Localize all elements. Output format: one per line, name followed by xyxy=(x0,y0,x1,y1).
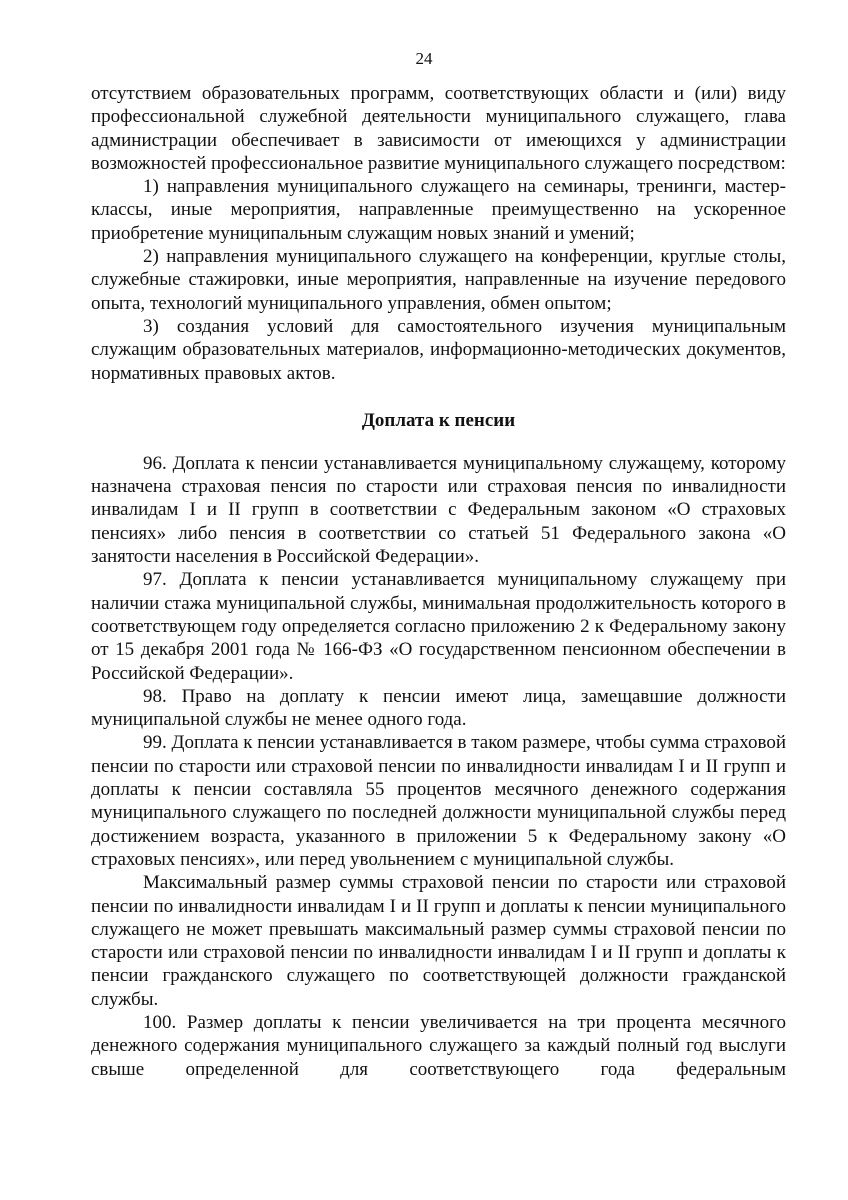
intro-paragraph: отсутствием образовательных программ, соответствующих области и (или) виду профессиональной служебной деятельности муниципального служащего, глава администрации обеспечивает в зависимости от имеющихся у администрации возможностей профессиональное развитие муниципального служащего посредством: xyxy=(91,83,786,174)
list-item-3: 3) создания условий для самостоятельного изучения муниципальным служащим образовательных материалов, информационно-методических документов, нормативных правовых актов. xyxy=(91,315,786,384)
paragraph-97: 97. Доплата к пенсии устанавливается муниципальному служащему при наличии стажа муниципальной службы, минимальная продолжительность которого в соответствующем году определяется согласно приложению 2 к Федеральному закону от 15 декабря 2001 года № 166-ФЗ «О государственном пенсионном обеспечении в Российской Федерации». xyxy=(91,569,786,684)
paragraph-98: 98. Право на доплату к пенсии имеют лица, замещавшие должности муниципальной службы не менее одного года. xyxy=(91,685,786,731)
paragraph-100: 100. Размер доплаты к пенсии увеличивается на три процента месячного денежного содержания муниципального служащего за каждый полный год выслуги свыше определенной для соответствующего года федеральным xyxy=(91,1011,786,1080)
paragraph-maximum-amount: Максимальный размер суммы страховой пенсии по старости или страховой пенсии по инвалидности инвалидам I и II групп и доплаты к пенсии муниципального служащего не может превышать максимальный размер суммы страховой пенсии по старости или страховой пенсии по инвалидности инвалидам I и II групп и доплаты к пенсии гражданского служащего по соответствующей должности гражданской службы. xyxy=(91,872,786,1010)
list-item-2: 2) направления муниципального служащего на конференции, круглые столы, служебные стажировки, иные мероприятия, направленные на изучение передового опыта, технологий муниципального управления, обмен опытом; xyxy=(91,246,786,314)
paragraph-96: 96. Доплата к пенсии устанавливается муниципальному служащему, которому назначена страховая пенсия по старости или страховая пенсия по инвалидности инвалидам I и II групп в соответствии с Федеральным законом «О страховых пенсиях» либо пенсия в соответствии со статьей 51 Федерального закона «О занятости населения в Российской Федерации». xyxy=(91,452,786,568)
section-title: Доплата к пенсии xyxy=(361,409,516,431)
paragraph-99: 99. Доплата к пенсии устанавливается в таком размере, чтобы сумма страховой пенсии по старости или страховой пенсии по инвалидности инвалидам I и II групп и доплаты к пенсии составляла 55 процентов месячного денежного содержания муниципального служащего по последней должности муниципальной службы перед достижением возраста, указанного в приложении 5 к Федеральному закону «О страховых пенсиях», или перед увольнением с муниципальной службы. xyxy=(91,732,786,870)
page-number: 24 xyxy=(415,49,433,68)
list-item-1: 1) направления муниципального служащего на семинары, тренинги, мастер-классы, иные мероприятия, направленные преимущественно на ускоренное приобретение муниципальным служащим новых знаний и умений; xyxy=(91,176,786,244)
document-body xyxy=(91,82,786,1081)
